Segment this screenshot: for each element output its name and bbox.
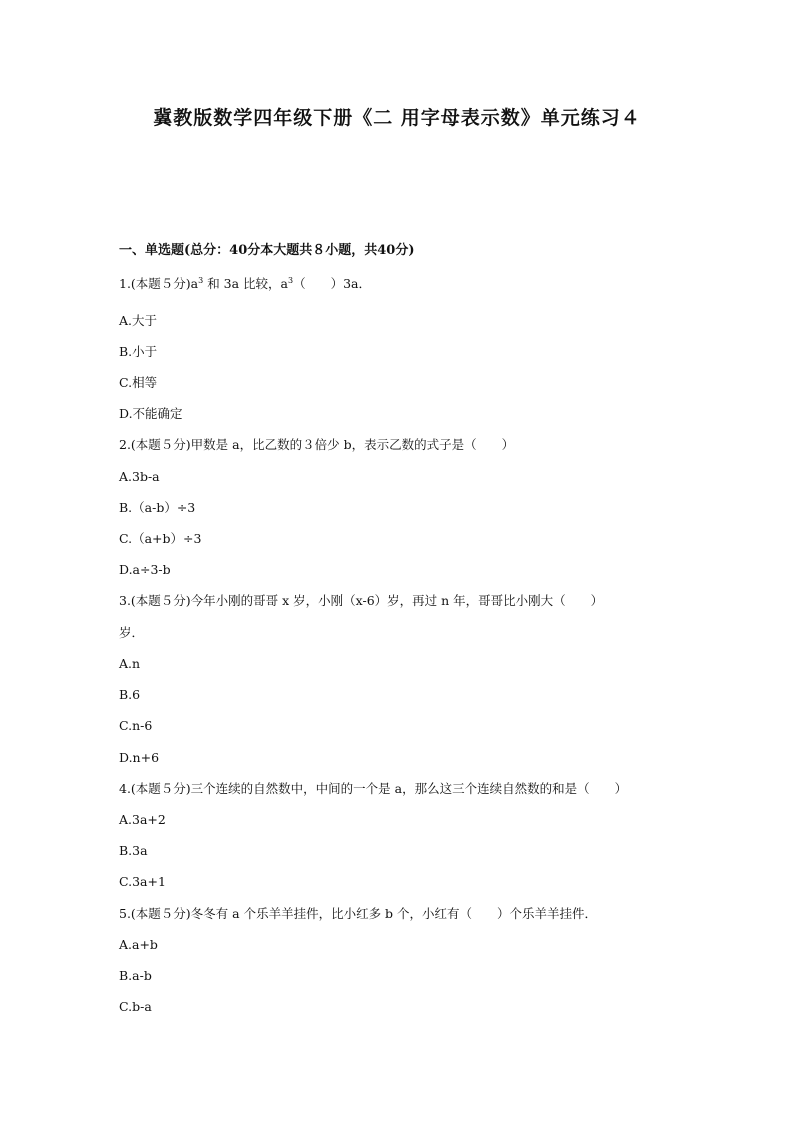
question-1-stem: [119, 276, 371, 292]
question-1-exponent: 3: [288, 276, 294, 285]
question-2-option-b: B.（a-b）÷3: [119, 500, 196, 515]
question-4-option-a: A.3a+2: [119, 812, 166, 827]
question-5-option-c: C.b-a: [119, 999, 152, 1014]
question-1-option-b: B.小于: [119, 344, 158, 359]
question-4-stem: 4.(本题５分)三个连续的自然数中，中间的一个是 a，那么这三个连续自然数的和是（ ）: [119, 781, 628, 796]
question-1-stem-part: 和 3a 比较，a: [203, 276, 289, 291]
question-2-stem: 2.(本题５分)甲数是 a，比乙数的３倍少 b，表示乙数的式子是（ ）: [119, 437, 515, 452]
question-5-option-b: B.a-b: [119, 968, 152, 983]
question-3-option-a: A.n: [119, 656, 141, 671]
document-title: 冀教版数学四年级下册《二 用字母表示数》单元练习４: [153, 107, 641, 129]
section-title: 一、单选题(总分：40分本大题共８小题，共40分): [119, 243, 415, 258]
question-2-option-a: A.3b-a: [119, 469, 160, 484]
question-1-option-a: A.大于: [119, 313, 158, 328]
question-1-option-d: D.不能确定: [119, 406, 183, 421]
question-3-option-b: B.6: [119, 687, 141, 702]
question-4-option-b: B.3a: [119, 843, 148, 858]
question-5-option-a: A.a+b: [119, 937, 158, 952]
question-2-option-c: C.（a+b）÷3: [119, 531, 202, 546]
question-1-stem-part: 1.(本题５分)a: [119, 276, 199, 291]
question-1-stem-part: （ ）3a．: [293, 276, 372, 291]
question-3-stem: 3.(本题５分)今年小刚的哥哥 x 岁，小刚（x-6）岁，再过 n 年，哥哥比小刚大（ ）: [119, 593, 604, 608]
question-1-exponent: 3: [198, 276, 204, 285]
question-1-option-c: C.相等: [119, 375, 158, 390]
question-4-option-c: C.3a+1: [119, 874, 166, 889]
question-2-option-d: D.a÷3-b: [119, 562, 171, 577]
question-3-stem-continuation: 岁．: [119, 625, 145, 640]
question-5-stem: 5.(本题５分)冬冬有 a 个乐羊羊挂件，比小红多 b 个，小红有（ ）个乐羊羊挂件．: [119, 906, 598, 921]
question-3-option-c: C.n-6: [119, 718, 153, 733]
question-3-option-d: D.n+6: [119, 750, 160, 765]
